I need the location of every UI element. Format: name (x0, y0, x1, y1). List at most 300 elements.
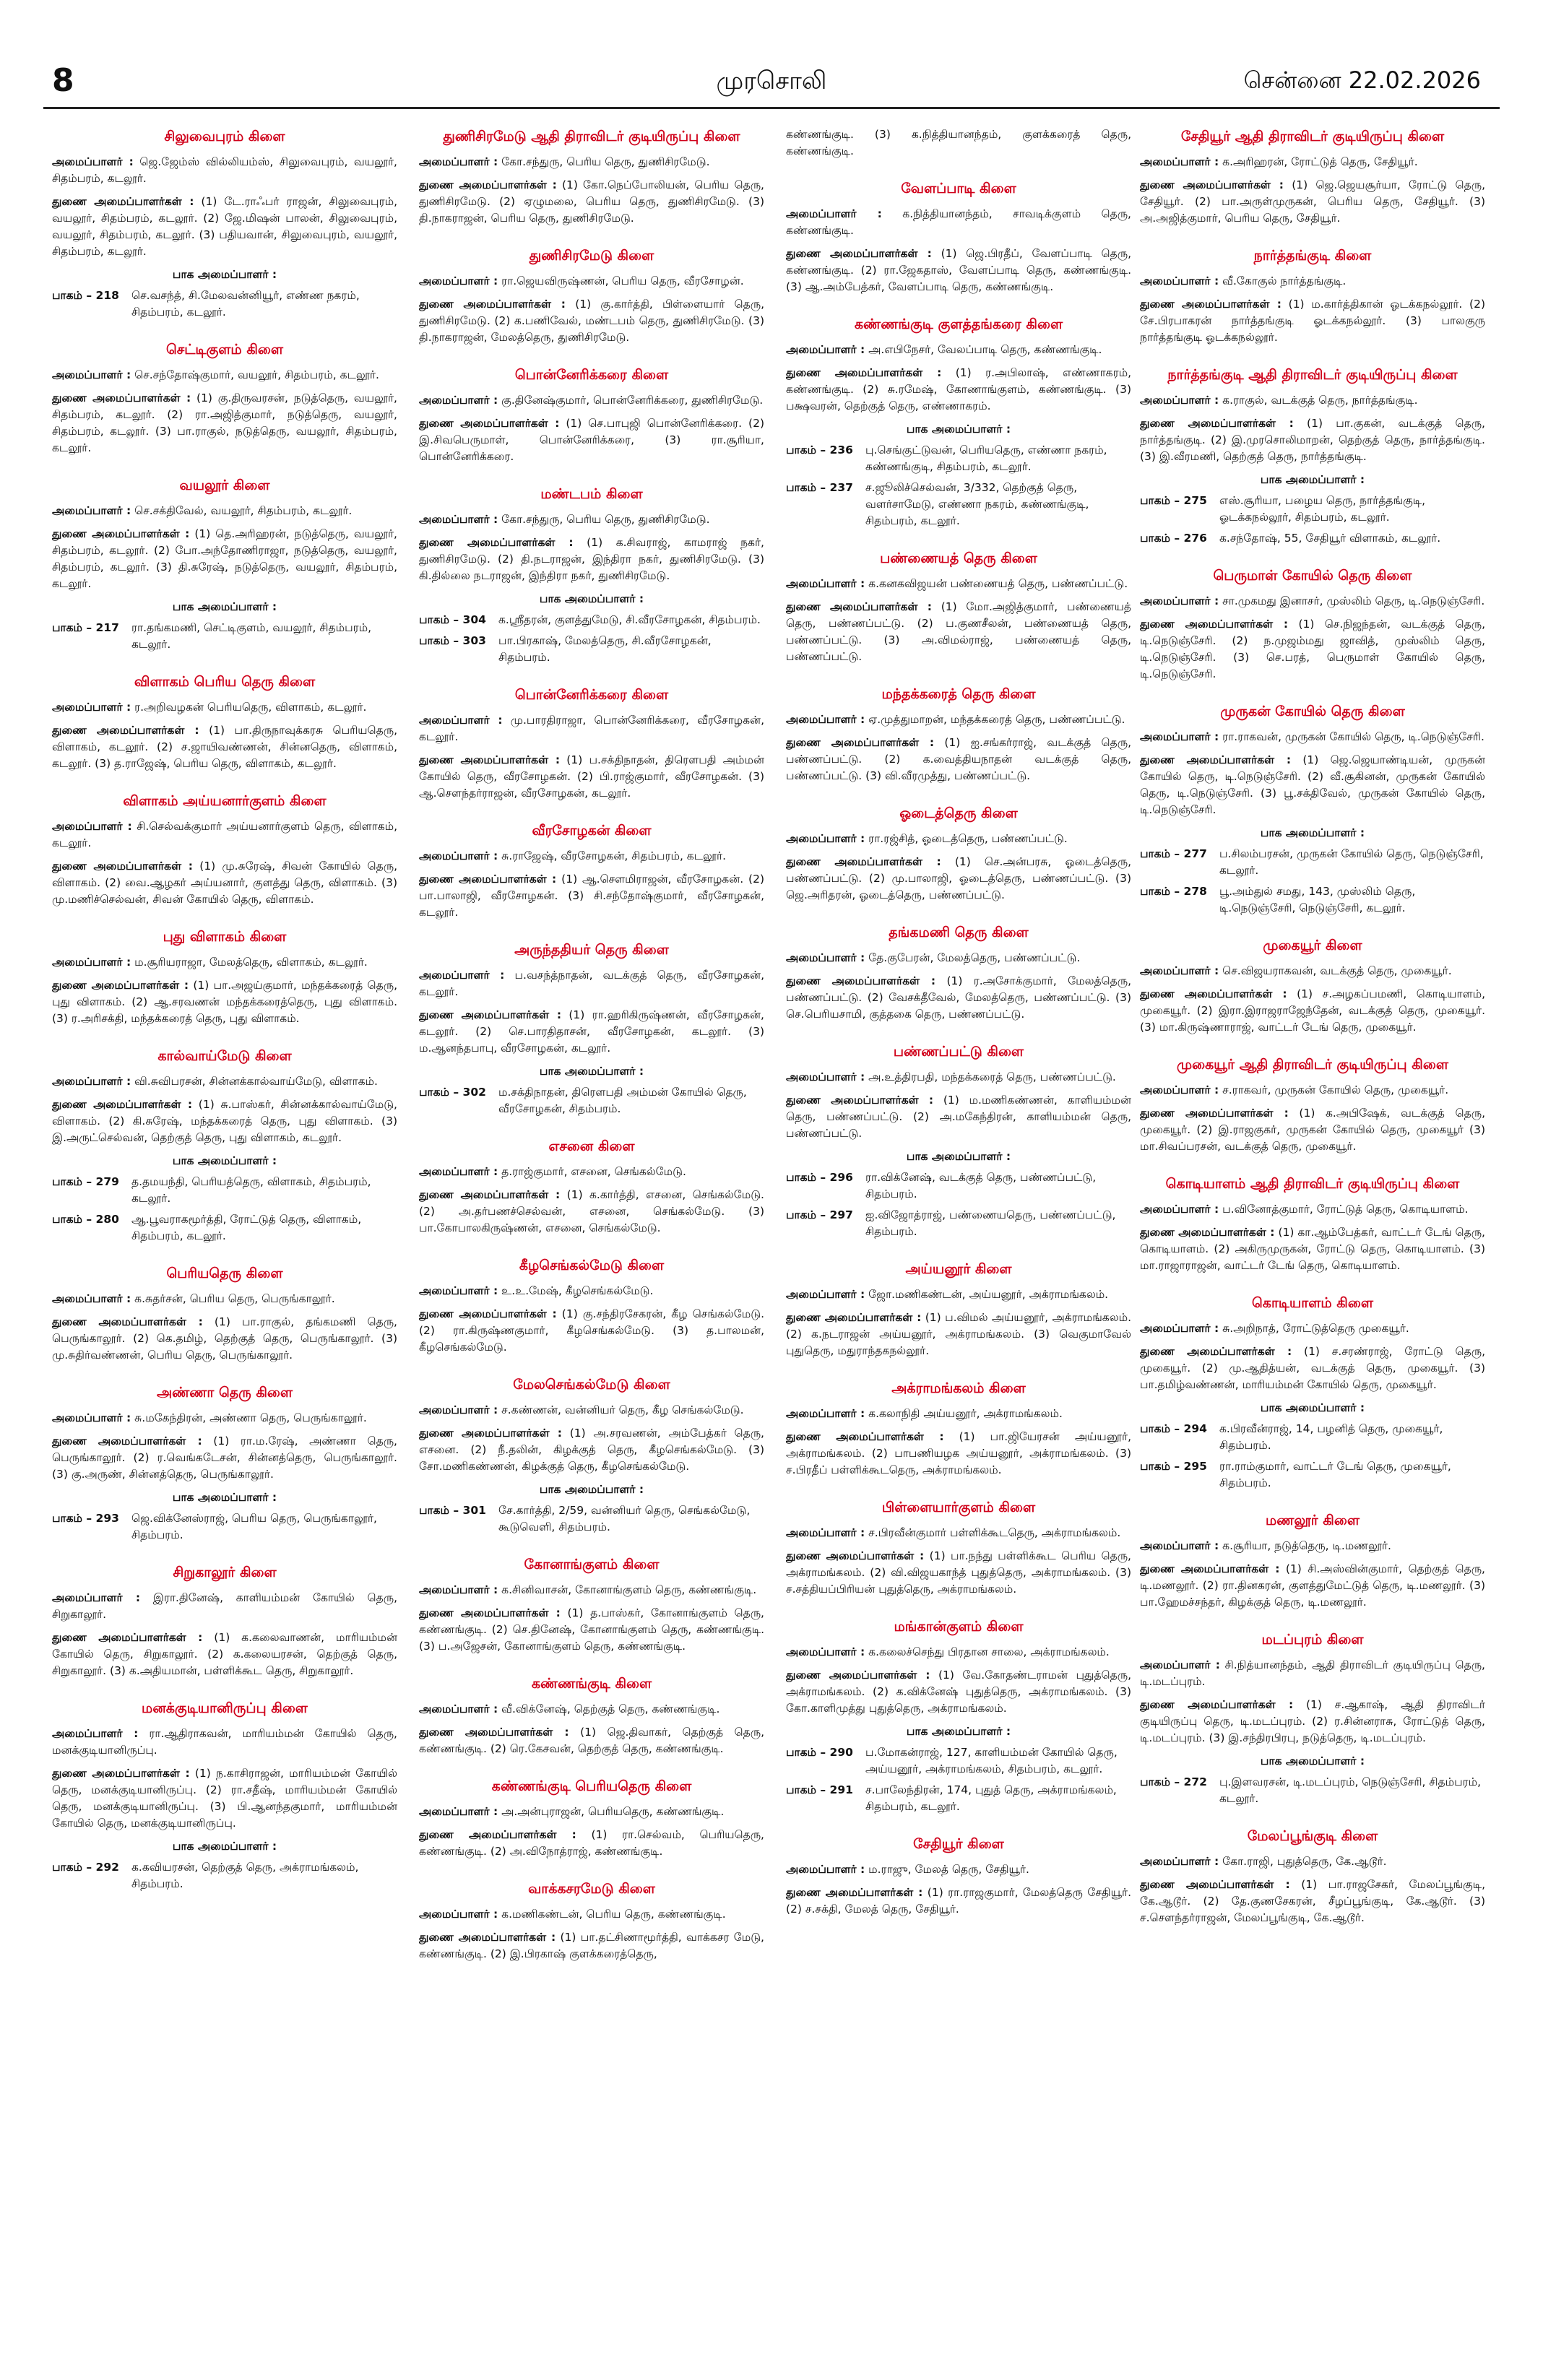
branch-title: எசனை கிளை (548, 1138, 635, 1154)
booth-number: பாகம் – 294 (1140, 1422, 1207, 1435)
organiser-label: அமைப்பாளர் : (52, 155, 134, 168)
organiser-entry (1140, 1657, 1485, 1690)
deputy-organisers-names: (1) பா.ஜியேரசன் அய்யனூர், அக்ராமங்கலம். (2) பாபணியழக அய்யனூர், அக்ராமங்கலம். (3) ச.பிரதீப் பள்ளிக்கூடதெரு, அக்ராமங்கலம். (786, 1430, 1131, 1476)
booth-number: பாகம் – 280 (52, 1213, 119, 1226)
branch-section (52, 927, 397, 1027)
masthead (0, 0, 1543, 108)
organiser-name: மு.பாரதிராஜா, பொன்னேரிக்கரை, வீரசோழகன், கடலூர். (419, 714, 764, 743)
organiser-name: ம.ராஜு, மேலத் தெரு, சேதியூர். (868, 1863, 1029, 1876)
branch-section (52, 791, 397, 908)
organiser-entry (419, 392, 764, 409)
booth-entry (786, 1782, 1131, 1815)
branch-section (1140, 1510, 1485, 1611)
booth-organiser-heading: பாக அமைப்பாளர் : (1260, 473, 1365, 486)
booth-organiser: ஆ.பூவராகமூர்த்தி, ரோட்டுத் தெரு, விளாகம், சிதம்பரம், கடலூர். (131, 1213, 362, 1242)
branch-title: தங்கமணி தெரு கிளை (889, 925, 1029, 940)
deputy-organisers-names: (1) செ.நிஜந்தன், வடக்குத் தெரு, டி.நெடுஞ்சேரி. (2) ந.முஜம்மது ஜாவித், முஸ்லிம் தெரு, டி.நெடுஞ்சேரி. (3) செ.பரத், பெருமாள் கோயில் தெரு, டி.நெடுஞ்சேரி. (1140, 618, 1485, 680)
deputy-organisers-names: (1) ரா.ராஜகுமார், மேலத்தெரு சேதியூர். (2) ச.சக்தி, மேலத் தெரு, சேதியூர். (786, 1886, 1131, 1916)
deputy-organisers-names: (1) தெ.அரிஹரன், நடுத்தெரு, வயலூர், சிதம்பரம், கடலூர். (2) போ.அந்தோணிராஜா, நடுத்தெரு, வயலூர், சிதம்பரம், கடலூர். (3) தி.சுரேஷ், நடுத்தெரு, வயலூர், சிதம்பரம், கடலூர். (52, 527, 397, 590)
branch-section (786, 1834, 1131, 1918)
organiser-entry (419, 511, 764, 528)
organiser-entry (1140, 1082, 1485, 1099)
organiser-name: செ.சந்தோஷ்குமார், வயலூர், சிதம்பரம், கடலூர். (134, 368, 379, 381)
deputy-organisers-names: (1) ஆ.செளமிராஜன், வீரசோழகன். (2) பா.பாலாஜி, வீரசோழகன். (3) சி.சந்தோஷ்குமார், வீரசோழகன், கடலூர். (419, 873, 764, 919)
organiser-name: கு.தினேஷ்குமார், பொன்னேரிக்கரை, துணிசிரமேடு. (501, 394, 764, 407)
deputy-organisers-names: (1) கா.ஆம்பேத்கர், வாட்டர் டேங் தெரு, கொடியாளம். (2) அகிருமுருகன், ரோட்டு தெரு, கொடியாளம். (3) மா.ராஜாராஜன், வாட்டர் டேங் தெரு, கொடியாளம். (1140, 1226, 1485, 1272)
deputy-organisers-label: துணை அமைப்பாளர்கள் : (52, 391, 191, 404)
organiser-name: ரா.ரஜ்சித், ஓடைத்தெரு, பண்ணப்பட்டு. (868, 832, 1068, 845)
organiser-label: அமைப்பாளர் : (419, 1908, 498, 1921)
booth-number: பாகம் – 276 (1140, 532, 1207, 545)
deputy-organisers-label: துணை அமைப்பாளர்கள் : (52, 195, 194, 208)
organiser-entry (52, 954, 397, 971)
organiser-name: வி.சுவிபரசன், சின்னக்கால்வாய்மேடு, விளாகம். (134, 1075, 378, 1088)
deputy-organisers-entry (52, 526, 397, 592)
deputy-organisers-names: (1) மோ.அஜித்குமார், பண்ணையத் தெரு, பண்ணப்பட்டு. (2) ப.குணசீலன், பண்ணையத் தெரு, பண்ணப்பட்டு. (3) அ.விமல்ராஜ், பண்ணையத் தெரு, பண்ணப்பட்டு. (786, 600, 1131, 663)
organiser-name: செ.விஜயராகவன், வடக்குத் தெரு, முகையூர். (1222, 964, 1452, 977)
deputy-organisers-label: துணை அமைப்பாளர்கள் : (52, 1631, 203, 1644)
deputy-organisers-label: துணை அமைப்பாளர்கள் : (419, 1726, 569, 1739)
deputy-organisers-label: துணை அமைப்பாளர்கள் : (419, 753, 561, 766)
organiser-name: சி.செல்வக்குமார் அய்யனார்குளம் தெரு, விளாகம், கடலூர். (52, 820, 397, 849)
deputy-organisers-names: (1) பா.தட்சிணாமூர்த்தி, வாக்கசர மேடு, கண்ணங்குடி. (2) இ.பிரகாஷ் குளக்கரைத்தெரு, (419, 1931, 764, 1960)
booth-number: பாகம் – 278 (1140, 885, 1207, 898)
deputy-organisers-entry (419, 535, 764, 584)
deputy-organisers-names: (1) ரா.ஹரிகிருஷ்ணன், வீரசோழகன், கடலூர். (2) செ.பாரதிதாசன், வீரசோழகன், கடலூர். (3) ம.ஆனந்தபாபு, வீரசோழகன், கடலூர். (419, 1008, 764, 1055)
deputy-organisers-label: துணை அமைப்பாளர்கள் : (1140, 1562, 1280, 1575)
organiser-label: அமைப்பாளர் : (419, 1702, 498, 1715)
branch-section (419, 821, 764, 921)
branch-title: முகையூர் கிளை (1263, 938, 1362, 953)
booth-organiser: க.ஸ்ரீதரன், குளத்துமேடு, சி.வீரசோழகன், சிதம்பரம். (498, 613, 761, 626)
deputy-organisers-label: துணை அமைப்பாளர்கள் : (52, 1435, 202, 1448)
branch-section (52, 1382, 397, 1544)
branch-section (1140, 1826, 1485, 1926)
booth-number: பாகம் – 297 (786, 1208, 853, 1221)
branch-section (1140, 1055, 1485, 1155)
booth-number: பாகம் – 292 (52, 1861, 119, 1874)
branch-title: கொடியாளம் ஆதி திராவிடர் குடியிருப்பு கிளை (1165, 1176, 1460, 1192)
deputy-organisers-names: (1) ந.காசிராஜன், மாரியம்மன் கோயில் தெரு, மனக்குடியானிருப்பு. (2) ரா.சதீஷ், மாரியம்மன் கோயில் தெரு, மனக்குடியானிருப்பு. (3) பி.ஆனந்தகுமார், மாரியம்மன் கோயில் தெரு, மனக்குடியானிருப்பு. (52, 1767, 397, 1830)
branch-title: சேதியூர் கிளை (913, 1836, 1004, 1852)
booth-entry (419, 1084, 764, 1117)
organiser-label: அமைப்பாளர் : (786, 207, 882, 220)
organiser-entry (52, 1073, 397, 1090)
deputy-organisers-names: (1) சி.அஸ்வின்குமார், தெற்குத் தெரு, டி.மணலூர். (2) ரா.தினகரன், குளத்துமேட்டுத் தெரு, டி.மணலூர். (3) பா.ஹேமச்சந்தர், கிழக்குத் தெரு, டி.மணலூர். (1140, 1562, 1485, 1609)
deputy-organisers-entry (52, 858, 397, 908)
deputy-organisers-entry (1140, 1561, 1485, 1611)
branch-title: மேலசெங்கல்மேடு கிளை (513, 1377, 670, 1393)
organiser-label: அமைப்பாளர் : (1140, 274, 1219, 287)
organiser-entry (419, 154, 764, 170)
branch-title: முருகன் கோயில் தெரு கிளை (1220, 704, 1405, 719)
organiser-name: ரா.ஜெயவிருஷ்ணன், பெரிய தெரு, வீரசோழன். (501, 274, 744, 287)
booth-organiser: சே.கார்த்தி, 2/59, வன்னியர் தெரு, செங்கல்மேடு, கூடுவெளி, சிதம்பரம். (498, 1504, 751, 1533)
booth-organiser-heading: பாக அமைப்பாளர் : (906, 1725, 1011, 1738)
booth-entry (52, 287, 397, 321)
booth-entry (1140, 530, 1485, 547)
organiser-name: க.மணிகண்டன், பெரிய தெரு, கண்ணங்குடி. (501, 1908, 726, 1921)
deputy-organisers-label: துணை அமைப்பாளர்கள் : (52, 979, 189, 992)
organiser-name: த.ராஜ்குமார், எசனை, செங்கல்மேடு. (501, 1165, 686, 1178)
organiser-label: அமைப்பாளர் : (786, 951, 865, 964)
deputy-organisers-label: துணை அமைப்பாளர்கள் : (1140, 987, 1287, 1000)
deputy-organisers-names: (1) டே.ராஃபர் ராஜன், சிலுவைபுரம், வயலூர், சிதம்பரம், கடலூர். (2) ஜே.மிஷன் பாலன், சிலுவைபுரம், வயலூர், சிதம்பரம், கடலூர். (3) பதியவான், சிலுவைபுரம், வயலூர், சிதம்பரம், கடலூர். (52, 195, 397, 258)
organiser-entry (52, 154, 397, 187)
branch-section (419, 1674, 764, 1757)
deputy-organisers-entry (52, 1630, 397, 1679)
deputy-organisers-entry (52, 1765, 397, 1832)
organiser-label: அமைப்பாளர் : (1140, 1539, 1219, 1552)
booth-entry (52, 1211, 397, 1245)
branch-section (1140, 935, 1485, 1036)
branch-section (419, 685, 764, 802)
organiser-name: தே.குபேரன், மேலத்தெரு, பண்ணப்பட்டு. (868, 951, 1081, 964)
organiser-name: சா.முகமது இனாசர், முஸ்லிம் தெரு, டி.நெடுஞ்சேரி. (1222, 594, 1485, 607)
organiser-label: அமைப்பாளர் : (419, 513, 498, 526)
deputy-organisers-names: (1) ப.சக்திநாதன், திரௌபதி அம்மன் கோயில் தெரு, வீரசோழகன். (2) பி.ராஜ்குமார், வீரசோழகன். (3) ஆ.செளந்தர்ராஜன், வீரசோழகன், கடலூர். (419, 753, 764, 800)
organiser-name: அ.உத்திரபதி, மந்தக்கரைத் தெரு, பண்ணப்பட்டு. (868, 1070, 1116, 1083)
booth-number: பாகம் – 301 (419, 1504, 486, 1517)
organiser-label: அமைப்பாளர் : (52, 1591, 141, 1604)
organiser-name: க.சூரியா, நடுத்தெரு, டி.மணலூர். (1222, 1539, 1391, 1552)
booth-organiser: ரா.தங்கமணி, செட்டிகுளம், வயலூர், சிதம்பரம், கடலூர். (131, 621, 372, 651)
branch-title: மங்கான்குளம் கிளை (894, 1619, 1024, 1635)
organiser-label: அமைப்பாளர் : (1140, 1855, 1219, 1868)
deputy-organisers-names: (1) ம.மணிகண்ணன், காளியம்மன் தெரு, பண்ணப்பட்டு. (2) அ.மகேந்திரன், காளியம்மன் தெரு, பண்ணப்பட்டு. (786, 1094, 1131, 1140)
organiser-entry (1140, 729, 1485, 745)
deputy-organisers-label: துணை அமைப்பாளர்கள் : (786, 1311, 922, 1324)
deputy-organisers-label: துணை அமைப்பாளர்கள் : (419, 1606, 561, 1619)
deputy-organisers-label: துணை அமைப்பாளர்கள் : (419, 1427, 562, 1440)
organiser-name: க.கலைச்செந்து பிரதான சாலை, அக்ராமங்கலம். (868, 1645, 1110, 1658)
organiser-label: அமைப்பாளர் : (419, 1805, 498, 1818)
organiser-entry (786, 711, 1131, 728)
organiser-name: க.சுதர்சன், பெரிய தெரு, பெருங்காலூர். (134, 1292, 335, 1305)
organiser-name: ச.ராகவர், முருகன் கோயில் தெரு, முகையூர். (1222, 1083, 1449, 1096)
organiser-label: அமைப்பாளர் : (52, 1411, 131, 1424)
branch-section (1140, 1174, 1485, 1274)
booth-number: பாகம் – 279 (52, 1175, 119, 1188)
deputy-organisers-entry (419, 1306, 764, 1356)
deputy-organisers-label: துணை அமைப்பாளர்கள் : (1140, 298, 1281, 311)
page-number: 8 (52, 62, 74, 99)
branch-section (786, 1259, 1131, 1359)
continued-text: கண்ணங்குடி. (3) க.நித்தியானந்தம், குளக்கரைத் தெரு, கண்ணங்குடி. (786, 128, 1131, 157)
organiser-name: ரா.ஆதிராகவன், மாரியம்மன் கோயில் தெரு, மனக்குடியானிருப்பு. (52, 1727, 397, 1757)
organiser-entry (1140, 392, 1485, 409)
organiser-entry (419, 1582, 764, 1598)
deputy-organisers-entry (1140, 1877, 1485, 1926)
deputy-organisers-names: (1) வே.கோதண்டராமன் புதுத்தெரு, அக்ராமங்கலம். (2) க.விக்னேஷ் புதுத்தெரு, அக்ராமங்கலம். (3) கோ.காளிமுத்து புதுத்தெரு, அக்ராமங்கலம். (786, 1669, 1131, 1715)
organiser-entry (786, 1525, 1131, 1541)
booth-number: பாகம் – 272 (1140, 1775, 1207, 1788)
branch-section (419, 1554, 764, 1655)
organiser-name: ம.சூரியராஜா, மேலத்தெரு, விளாகம், கடலூர். (134, 956, 368, 969)
deputy-organisers-entry (52, 977, 397, 1027)
organiser-entry (419, 1402, 764, 1419)
deputy-organisers-entry (786, 1667, 1131, 1717)
deputy-organisers-entry (419, 1827, 764, 1860)
branch-section (786, 684, 1131, 784)
deputy-organisers-label: துணை அமைப்பாளர்கள் : (419, 1931, 556, 1944)
organiser-entry (786, 1861, 1131, 1878)
deputy-organisers-entry (1140, 986, 1485, 1036)
deputy-organisers-names: (1) க.கார்த்தி, எசனை, செங்கல்மேடு. (2) அ.தர்பணச்செல்வன், எசனை, செங்கல்மேடு. (3) பா.கோபாலகிருஷ்ணன், எசனை, செங்கல்மேடு. (419, 1188, 764, 1234)
deputy-organisers-names: (1) ச.ஆகாஷ், ஆதி திராவிடர் குடியிருப்பு தெரு, டி.மடப்புரம். (2) ர.சின்னராசு, ரோட்டுத் தெரு, டி.மடப்புரம். (3) இ.சந்திரபிரபு, நடுத்தெரு, டி.மடப்புரம். (1140, 1698, 1485, 1744)
booth-organiser-heading: பாக அமைப்பாளர் : (1260, 1401, 1365, 1414)
booth-organiser-heading: பாக அமைப்பாளர் : (906, 1150, 1011, 1163)
deputy-organisers-entry (419, 1425, 764, 1475)
organiser-name: ர.அறிவழகன் பெரியதெரு, விளாகம், கடலூர். (134, 701, 367, 714)
organiser-label: அமைப்பாளர் : (786, 1407, 865, 1420)
branch-title: பண்ணையத் தெரு கிளை (880, 550, 1037, 566)
branch-title: பொன்னேரிக்கரை கிளை (514, 367, 669, 383)
branch-section (1140, 701, 1485, 917)
organiser-name: க.சினிவாசன், கோனாங்குளம் தெரு, கண்ணங்குடி. (501, 1583, 757, 1596)
deputy-organisers-label: துணை அமைப்பாளர்கள் : (419, 1307, 557, 1320)
organiser-label: அமைப்பாளர் : (1140, 964, 1219, 977)
deputy-organisers-entry (1140, 1224, 1485, 1274)
branch-section (52, 1698, 397, 1892)
booth-organiser-heading: பாக அமைப்பாளர் : (172, 1840, 277, 1853)
branch-title: கீழசெங்கல்மேடு கிளை (519, 1258, 665, 1273)
organiser-entry (419, 1164, 764, 1180)
booth-organiser: த.தமயந்தி, பெரியத்தெரு, விளாகம், சிதம்பரம், கடலூர். (131, 1175, 371, 1205)
organiser-entry (52, 1726, 397, 1759)
booth-organiser: க.சந்தோஷ், 55, சேதியூர் விளாகம், கடலூர். (1219, 532, 1441, 545)
organiser-name: ஜோ.மணிகண்டன், அய்யனூர், அக்ராமங்கலம். (868, 1288, 1109, 1301)
booth-entry (1140, 493, 1485, 526)
deputy-organisers-names: (1) மு.சுரேஷ், சிவன் கோயில் தெரு, விளாகம். (2) வை.ஆழகர் அய்யனார், குளத்து தெரு, விளாகம். (3) மு.மணிச்செல்வன், சிவன் கோயில் தெரு, விளாகம். (52, 860, 397, 906)
deputy-organisers-names: (1) பா.அஜய்குமார், மந்தக்கரைத் தெரு, புது விளாகம். (2) ஆ.சரவணன் மந்தக்கரைத்தெரு, புது விளாகம். (3) ர.அரிசக்தி, மந்தக்கரைத் தெரு, புது விளாகம். (52, 979, 397, 1025)
branch-section (786, 314, 1131, 529)
branch-title: நார்த்தங்குடி ஆதி திராவிடர் குடியிருப்பு கிளை (1167, 367, 1458, 383)
deputy-organisers-names: (1) க.கலைவாணன், மாரியம்மன் கோயில் தெரு, சிறுகாலூர். (2) க.கலையரசன், தெற்குத் தெரு, சிறுகாலூர். (3) க.அதியமான், பள்ளிக்கூட தெரு, சிறுகாலூர். (52, 1631, 397, 1677)
organiser-label: அமைப்பாளர் : (1140, 1203, 1219, 1216)
branch-section (52, 126, 397, 321)
branch-title: கோனாங்குளம் கிளை (524, 1557, 660, 1572)
deputy-organisers-names: (1) அ.சரவணன், அம்பேத்கர் தெரு, எசனை. (2) நீ.தலின், கிழக்குத் தெரு, கீழசெங்கல்மேடு. (3) சோ.மணிகண்ணன், கிழக்குத் தெரு, கீழசெங்கல்மேடு. (419, 1427, 764, 1473)
booth-organiser-heading: பாக அமைப்பாளர் : (172, 600, 277, 613)
deputy-organisers-label: துணை அமைப்பாளர்கள் : (419, 536, 574, 549)
deputy-organisers-label: துணை அமைப்பாளர்கள் : (419, 298, 566, 311)
booth-number: பாகம் – 293 (52, 1512, 119, 1525)
deputy-organisers-entry (1140, 1105, 1485, 1155)
organiser-label: அமைப்பாளர் : (52, 504, 131, 517)
booth-entry (419, 612, 764, 628)
branch-title: கொடியாளம் கிளை (1252, 1295, 1373, 1311)
branch-title: கண்ணங்குடி கிளை (531, 1676, 652, 1692)
deputy-organisers-entry (786, 854, 1131, 904)
branch-title: சிறுகாலூர் கிளை (173, 1565, 277, 1580)
deputy-organisers-label: துணை அமைப்பாளர்கள் : (786, 1669, 930, 1682)
deputy-organisers-label: துணை அமைப்பாளர்கள் : (52, 1098, 193, 1111)
deputy-organisers-entry (52, 194, 397, 260)
deputy-organisers-label: துணை அமைப்பாளர்கள் : (52, 527, 190, 540)
booth-number: பாகம் – 303 (419, 634, 486, 647)
deputy-organisers-names: (1) ர.அபிலாஷ், எண்ணாகரம், கண்ணங்குடி. (2) சு.ரமேஷ், கோணாங்குளம், கண்ணங்குடி. (3) பக்ஷவரன், தெற்குத் தெரு, எண்ணாகரம். (786, 366, 1131, 412)
deputy-organisers-names: (1) கு.திருவரசன், நடுத்தெரு, வயலூர், சிதம்பரம், கடலூர். (2) ரா.அஜித்குமார், நடுத்தெரு, வயலூர், சிதம்பரம், கடலூர். (3) பா.ராகுல், நடுத்தெரு, வயலூர், சிதம்பரம், கடலூர். (52, 391, 397, 454)
organiser-entry (419, 1701, 764, 1718)
deputy-organisers-names: (1) ச.அழகப்பமணி, கொடியாளம், முகையூர். (2) இரா.இராஜராஜேந்தேன், வடக்குத் தெரு, முகையூர். (3) மா.கிருஷ்ணாராஜ், வாட்டர் டேங் தெரு, முகையூர். (1140, 987, 1485, 1034)
deputy-organisers-entry (1140, 1697, 1485, 1747)
branch-section (419, 1879, 764, 1963)
branch-title: மந்தக்கரைத் தெரு கிளை (881, 686, 1036, 702)
booth-number: பாகம் – 237 (786, 481, 853, 494)
booth-organiser: ப.சிலம்பரசன், முருகன் கோயில் தெரு, நெடுஞ்சேரி, கடலூர். (1219, 847, 1484, 877)
organiser-label: அமைப்பாளர் : (52, 956, 131, 969)
organiser-label: அமைப்பாளர் : (52, 820, 132, 833)
branch-section (1140, 246, 1485, 346)
newspaper-title: முரசொலி (716, 66, 827, 95)
organiser-label: அமைப்பாளர் : (419, 849, 498, 862)
branch-section (786, 922, 1131, 1023)
organiser-label: அமைப்பாளர் : (786, 1526, 865, 1539)
booth-organiser: ரா.விக்னேஷ், வடக்குத் தெரு, பண்ணப்பட்டு, சிதம்பரம். (865, 1171, 1097, 1200)
organiser-entry (1140, 273, 1485, 290)
branch-section (419, 1776, 764, 1860)
branch-section (419, 1136, 764, 1237)
organiser-entry (52, 503, 397, 519)
organiser-name: சு.ராஜேஷ், வீரசோழகன், சிதம்பரம், கடலூர். (501, 849, 727, 862)
deputy-organisers-names: (1) பா.திருநாவுக்கரசு பெரியதெரு, விளாகம், கடலூர். (2) ச.ஜாயிவண்ணன், சின்னதெரு, விளாகம், கடலூர். (3) த.ராஜேஷ், பெரிய தெரு, விளாகம், கடலூர். (52, 724, 397, 770)
branch-title: புது விளாகம் கிளை (163, 929, 287, 945)
deputy-organisers-label: துணை அமைப்பாளர்கள் : (1140, 753, 1292, 766)
branch-title: பண்ணப்பட்டு கிளை (893, 1044, 1024, 1060)
branch-title: சிலுவைபுரம் கிளை (164, 129, 285, 144)
branch-section (1140, 126, 1485, 227)
deputy-organisers-entry (419, 296, 764, 346)
organiser-name: ப.வினோத்குமார், ரோட்டுத் தெரு, கொடியாளம். (1222, 1203, 1469, 1216)
booth-entry (52, 1510, 397, 1544)
booth-organiser: ச.பாலேந்திரன், 174, புதுத் தெரு, அக்ராமங்கலம், சிதம்பரம், கடலூர். (865, 1783, 1117, 1813)
organiser-label: அமைப்பாளர் : (1140, 394, 1219, 407)
booth-organiser-heading: பாக அமைப்பாளர் : (1260, 1754, 1365, 1767)
deputy-organisers-label: துணை அமைப்பாளர்கள் : (1140, 178, 1284, 191)
organiser-name: ச.கண்ணன், வன்னியர் தெரு, கீழ செங்கல்மேடு. (501, 1403, 744, 1416)
date-line: சென்னை 22.02.2026 (1243, 66, 1481, 94)
organiser-entry (52, 1590, 397, 1623)
organiser-label: அமைப்பாளர் : (786, 1288, 865, 1301)
booth-entry (786, 442, 1131, 475)
branch-title: பொன்னேரிக்கரை கிளை (514, 687, 669, 703)
organiser-name: ஜெ.ஜேம்ஸ் வில்லியம்ஸ், சிலுவைபுரம், வயலூர், சிதம்பரம், கடலூர். (52, 155, 397, 185)
booth-entry (1140, 846, 1485, 879)
booth-organiser: பு.செங்குட்டுவன், பெரியதெரு, எண்ணா நகரம், கண்ணங்குடி, சிதம்பரம், கடலூர். (865, 443, 1107, 473)
organiser-entry (786, 1286, 1131, 1303)
deputy-organisers-entry (419, 1929, 764, 1963)
organiser-entry (786, 1644, 1131, 1661)
booth-entry (1140, 883, 1485, 917)
deputy-organisers-entry (786, 1884, 1131, 1918)
organiser-entry (52, 367, 397, 384)
booth-entry (52, 1859, 397, 1892)
organiser-entry (1140, 963, 1485, 979)
branch-title: செட்டிகுளம் கிளை (165, 342, 284, 358)
deputy-organisers-entry (1140, 415, 1485, 465)
deputy-organisers-label: துணை அமைப்பாளர்கள் : (419, 417, 560, 430)
deputy-organisers-entry (419, 871, 764, 921)
booth-organiser: க.கவியரசன், தெற்குத் தெரு, அக்ராமங்கலம், சிதம்பரம். (131, 1861, 359, 1890)
deputy-organisers-names: (1) ப.விமல் அய்யனூர், அக்ராமங்கலம். (2) க.நடராஜன் அய்யனூர், அக்ராமங்கலம். (3) வெகுமாவேல் புதுதெரு, மதுராந்தகநல்லூர். (786, 1311, 1131, 1357)
branch-title: வாக்கசரமேடு கிளை (528, 1881, 655, 1897)
branch-section (786, 548, 1131, 665)
branch-section (52, 339, 397, 456)
organiser-entry (419, 967, 764, 1000)
deputy-organisers-names: (1) ஐ.சங்கர்ராஜ், வடக்குத் தெரு, பண்ணப்பட்டு. (2) க.வைத்தியநாதன் வடக்குத் தெரு, பண்ணப்பட்டு. (3) வி.வீரமுத்து, பண்ணப்பட்டு. (786, 736, 1131, 782)
booth-number: பாகம் – 296 (786, 1171, 853, 1184)
organiser-label: அமைப்பாளர் : (419, 1403, 498, 1416)
branch-section (1140, 1293, 1485, 1492)
deputy-organisers-names: (1) க.சிவராஜ், காமராஜ் நகர், துணிசிரமேடு. (2) தி.நடராஜன், இந்திரா நகர், துணிசிரமேடு. (3) கி.தில்லை நடராஜன், இந்திரா நகர், துணிசிரமேடு. (419, 536, 764, 582)
organiser-label: அமைப்பாளர் : (419, 394, 498, 407)
branch-section (1140, 1630, 1485, 1807)
branch-section (52, 1263, 397, 1364)
branch-title: பெரியதெரு கிளை (166, 1265, 283, 1281)
deputy-organisers-label: துணை அமைப்பாளர்கள் : (1140, 417, 1294, 430)
organiser-label: அமைப்பாளர் : (419, 1583, 498, 1596)
organiser-label: அமைப்பாளர் : (52, 1075, 131, 1088)
deputy-organisers-names: (1) ஜெ.பிரதீப், வேளப்பாடி தெரு, கண்ணங்குடி. (2) ரா.ஜேகதாஸ், வேளப்பாடி தெரு, கண்ணங்குடி. (3) ஆ.அம்பேத்கர், வேளப்பாடி தெரு, கண்ணங்குடி. (786, 247, 1131, 293)
organiser-label: அமைப்பாளர் : (1140, 730, 1219, 743)
deputy-organisers-entry (786, 1429, 1131, 1479)
deputy-organisers-entry (1140, 616, 1485, 683)
branch-title: விளாகம் பெரிய தெரு கிளை (134, 674, 316, 690)
deputy-organisers-entry (786, 1310, 1131, 1359)
organiser-label: அமைப்பாளர் : (1140, 1083, 1219, 1096)
organiser-entry (1140, 1320, 1485, 1337)
branch-section (786, 126, 1131, 160)
deputy-organisers-names: (1) பா.குகன், வடக்குத் தெரு, நார்த்தங்குடி. (2) இ.முரசொலிமாறன், தெற்குத் தெரு, நார்த்தங்குடி. (3) இ.வீரமணி, தெற்குத் தெரு, நார்த்தங்குடி. (1140, 417, 1485, 463)
organiser-label: அமைப்பாளர் : (786, 1863, 865, 1876)
organiser-entry (786, 1069, 1131, 1086)
booth-number: பாகம் – 291 (786, 1783, 853, 1796)
branch-title: சேதியூர் ஆதி திராவிடர் குடியிருப்பு கிளை (1180, 129, 1445, 144)
branch-title: வயலூர் கிளை (179, 477, 270, 493)
branch-title: துணிசிரமேடு கிளை (529, 248, 654, 264)
organiser-name: உ.உ.மேஷ், கீழசெங்கல்மேடு. (501, 1284, 654, 1297)
column-1 (52, 126, 397, 2358)
organiser-entry (419, 1804, 764, 1820)
deputy-organisers-entry (1140, 296, 1485, 346)
organiser-name: வீ.கோகுல் நார்த்தங்குடி. (1222, 274, 1347, 287)
deputy-organisers-label: துணை அமைப்பாளர்கள் : (52, 724, 199, 737)
booth-entry (52, 620, 397, 653)
deputy-organisers-entry (1140, 177, 1485, 227)
organiser-label: அமைப்பாளர் : (419, 274, 498, 287)
deputy-organisers-entry (786, 246, 1131, 295)
branch-section (419, 940, 764, 1117)
organiser-entry (786, 576, 1131, 592)
deputy-organisers-label: துணை அமைப்பாளர்கள் : (419, 178, 557, 191)
organiser-entry (1140, 1853, 1485, 1870)
booth-number: பாகம் – 277 (1140, 847, 1207, 860)
booth-organiser: ஜெ.விக்னேஸ்ராஜ், பெரிய தெரு, பெருங்காலூர், சிதம்பரம். (131, 1512, 377, 1541)
organiser-name: சு.அறிநாத், ரோட்டுத்தெரு முகையூர். (1222, 1322, 1409, 1335)
deputy-organisers-entry (419, 1605, 764, 1655)
column-4 (1140, 126, 1485, 2358)
deputy-organisers-entry (419, 752, 764, 802)
deputy-organisers-label: துணை அமைப்பாளர்கள் : (1140, 1878, 1290, 1891)
deputy-organisers-names: (1) த.பாஸ்கர், கோனாங்குளம் தெரு, கண்ணங்குடி. (2) செ.தினேஷ், கோனாங்குளம் தெரு, கண்ணங்குடி. (3) ப.அஜேசன், கோனாங்குளம் தெரு, கண்ணங்குடி. (419, 1606, 764, 1653)
deputy-organisers-label: துணை அமைப்பாளர்கள் : (419, 1828, 576, 1841)
deputy-organisers-entry (52, 1314, 397, 1364)
organiser-entry (1140, 593, 1485, 610)
organiser-label: அமைப்பாளர் : (419, 969, 505, 982)
branch-title: கால்வாய்மேடு கிளை (157, 1048, 292, 1064)
deputy-organisers-names: (1) ஜெ.ஜெயசூர்யா, ரோட்டு தெரு, சேதியூர். (2) பா.அருள்முருகன், பெரிய தெரு, சேதியூர். (3) அ.அஜித்குமார், பெரிய தெரு, சேதியூர். (1140, 178, 1485, 225)
